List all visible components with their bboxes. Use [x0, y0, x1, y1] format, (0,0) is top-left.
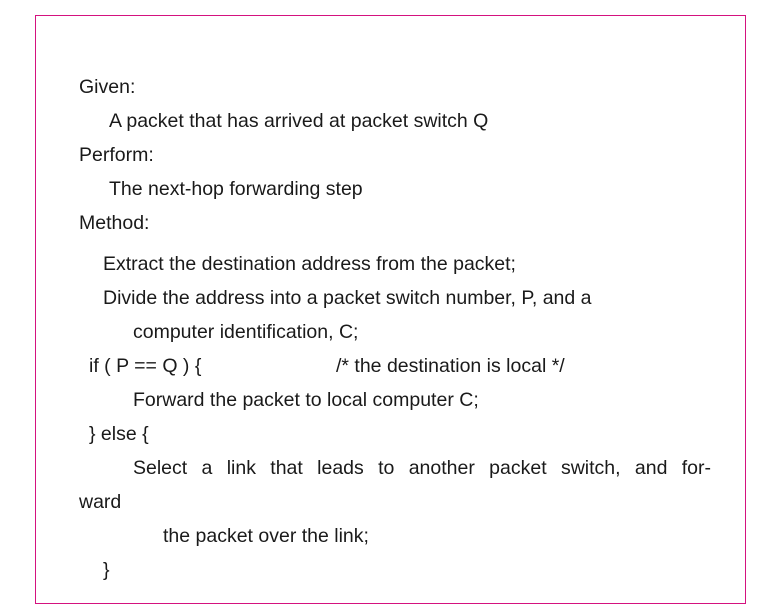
given-label: Given: [79, 76, 136, 98]
given-text: A packet that has arrived at packet switch Q [109, 110, 489, 132]
perform-text: The next-hop forwarding step [109, 178, 363, 200]
method-line-if [89, 355, 565, 377]
method-line-divide: Divide the address into a packet switch number, P, and a [103, 287, 592, 309]
method-line-close-brace: } [103, 559, 110, 581]
method-label: Method: [79, 212, 150, 234]
method-line-computer-id: computer identification, C; [133, 321, 359, 343]
algorithm-frame [35, 15, 746, 604]
if-condition: if ( P == Q ) { [89, 355, 202, 377]
method-line-else: } else { [89, 423, 149, 445]
method-line-over-link: the packet over the link; [163, 525, 369, 547]
method-line-extract: Extract the destination address from the packet; [103, 253, 516, 275]
local-comment: /* the destination is local */ [336, 355, 565, 377]
perform-label: Perform: [79, 144, 154, 166]
method-line-forward-local: Forward the packet to local computer C; [133, 389, 479, 411]
method-line-select-link: Select a link that leads to another packet switch, and for- [133, 457, 711, 479]
method-line-ward: ward [79, 491, 122, 513]
